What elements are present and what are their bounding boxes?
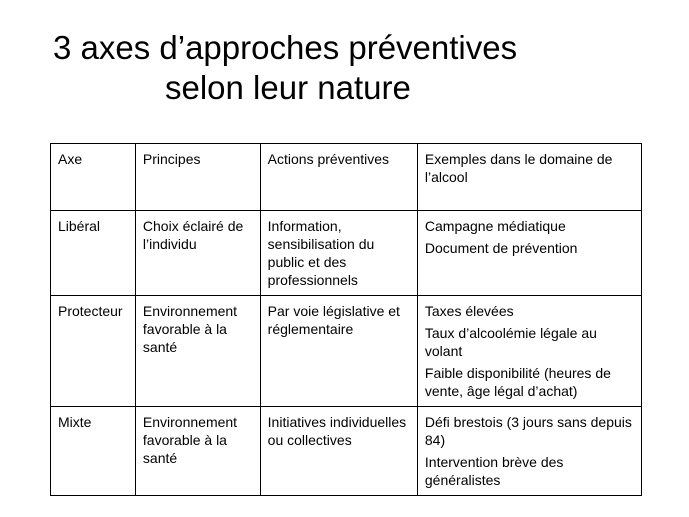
cell-axe: Libéral — [51, 211, 136, 296]
table-header-row — [51, 144, 642, 211]
cell-principe: Environnement favorable à la santé — [135, 407, 260, 496]
example-item: Campagne médiatique — [424, 218, 566, 234]
cell-exemples — [417, 296, 641, 407]
cell-exemples — [417, 407, 641, 496]
example-item: Document de prévention — [424, 240, 578, 256]
header-actions: Actions préventives — [260, 144, 417, 211]
cell-actions: Par voie législative et réglementaire — [260, 296, 417, 407]
example-item: Intervention brève des généralistes — [424, 454, 564, 488]
cell-principe: Environnement favorable à la santé — [135, 296, 260, 407]
example-item: Défi brestois (3 jours sans depuis 84) — [424, 414, 632, 448]
cell-actions: Information, sensibilisation du public et des professionnels — [260, 211, 417, 296]
header-exemples: Exemples dans le domaine de l’alcool — [417, 144, 641, 211]
cell-axe: Mixte — [51, 407, 136, 496]
table-row — [51, 296, 642, 407]
example-item: Taux d’alcoolémie légale au volant — [424, 325, 597, 359]
title-line-2: selon leur nature — [165, 69, 411, 106]
prevention-axes-table — [50, 143, 642, 496]
cell-exemples — [417, 211, 641, 296]
table-row — [51, 407, 642, 496]
cell-axe: Protecteur — [51, 296, 136, 407]
header-axe: Axe — [51, 144, 136, 211]
cell-actions: Initiatives individuelles ou collectives — [260, 407, 417, 496]
title-line-1: 3 axes d’approches préventives — [53, 29, 518, 66]
table-row — [51, 211, 642, 296]
cell-principe: Choix éclairé de l’individu — [135, 211, 260, 296]
example-item: Taxes élevées — [424, 303, 514, 319]
example-item: Faible disponibilité (heures de vente, âge légal d’achat) — [424, 365, 611, 399]
header-principes: Principes — [135, 144, 260, 211]
